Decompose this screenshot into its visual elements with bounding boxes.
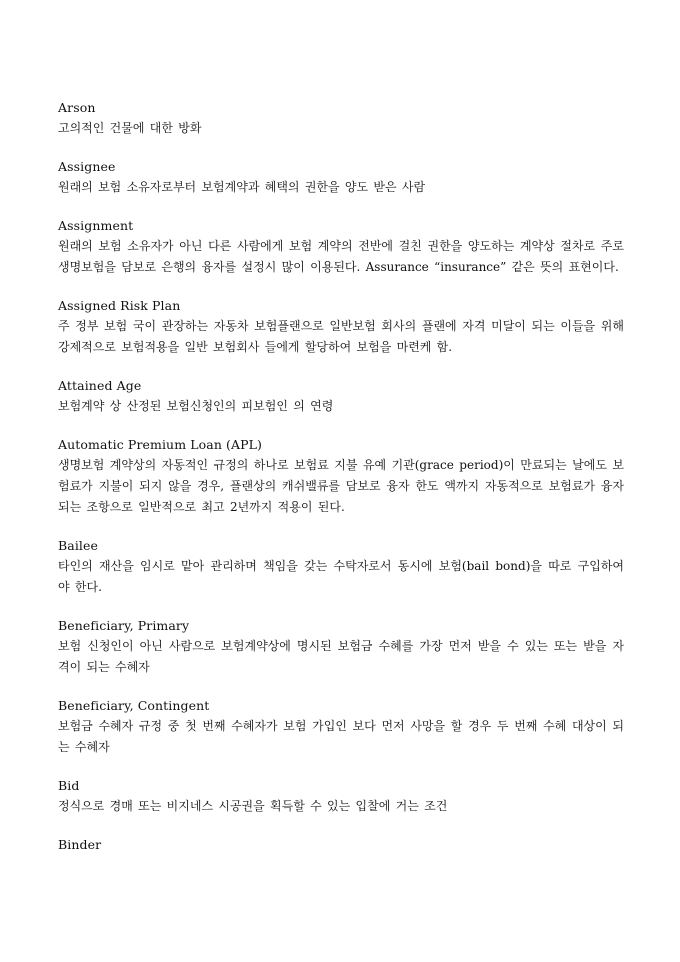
glossary-entry [58, 98, 624, 139]
entry-definition: 원래의 보험 소유자가 아닌 다른 사람에게 보험 계약의 전반에 걸친 권한을 양도하는 계약상 절차로 주로 생명보험을 담보로 은행의 융자를 설정시 많이 이용된다. Assurance “insurance” 같은 뜻의 표현이다. [58, 239, 624, 274]
document-page [58, 98, 624, 873]
entry-term: Automatic Premium Loan (APL) [58, 437, 263, 452]
glossary-entry [58, 776, 624, 817]
entry-term: Bailee [58, 538, 99, 553]
entry-term: Assignee [58, 159, 116, 174]
entry-definition: 주 정부 보험 국이 관장하는 자동차 보험플랜으로 일반보험 회사의 플랜에 자격 미달이 되는 이들을 위해 강제적으로 보험적용을 일반 보험회사 들에게 할당하여 보험을 마련케 함. [58, 319, 624, 354]
glossary-entry [58, 835, 624, 855]
entry-term: Bid [58, 778, 80, 793]
entry-definition: 보험계약 상 산정된 보험신청인의 피보험인 의 연령 [58, 399, 334, 413]
glossary-entry [58, 536, 624, 598]
entry-term: Binder [58, 837, 102, 852]
glossary-entry [58, 616, 624, 678]
glossary-entry [58, 376, 624, 417]
entry-definition: 보험금 수혜자 규정 중 첫 번째 수혜자가 보험 가입인 보다 먼저 사망을 할 경우 두 번째 수혜 대상이 되는 수혜자 [58, 719, 624, 754]
entry-term: Arson [58, 100, 96, 115]
glossary-entry [58, 216, 624, 278]
glossary-entry [58, 157, 624, 198]
entry-term: Beneficiary, Primary [58, 618, 190, 633]
entry-definition: 정식으로 경매 또는 비지네스 시공권을 획득할 수 있는 입찰에 거는 조건 [58, 799, 448, 813]
entry-definition: 원래의 보험 소유자로부터 보험계약과 혜택의 권한을 양도 받은 사람 [58, 180, 426, 194]
entry-term: Assignment [58, 218, 134, 233]
entry-term: Assigned Risk Plan [58, 298, 181, 313]
entry-term: Beneficiary, Contingent [58, 698, 210, 713]
entry-term: Attained Age [58, 378, 142, 393]
entry-definition: 생명보험 계약상의 자동적인 규정의 하나로 보험료 지불 유예 기관(grace period)이 만료되는 날에도 보험료가 지불이 되지 않을 경우, 플랜상의 캐쉬밸류를 담보로 융자 한도 액까지 자동적으로 보험료가 융자되는 조항으로 일반적으로 최고 2년까지 적용이 된다. [58, 458, 624, 514]
entry-definition: 고의적인 건물에 대한 방화 [58, 121, 202, 135]
glossary-entry [58, 696, 624, 758]
entry-definition: 보험 신청인이 아닌 사람으로 보험계약상에 명시된 보험금 수혜를 가장 먼저 받을 수 있는 또는 받을 자격이 되는 수혜자 [58, 639, 624, 674]
glossary-entry [58, 296, 624, 358]
entry-definition: 타인의 재산을 임시로 맡아 관리하며 책임을 갖는 수탁자로서 동시에 보험(bail bond)을 따로 구입하여야 한다. [58, 559, 624, 594]
glossary-entry [58, 435, 624, 518]
